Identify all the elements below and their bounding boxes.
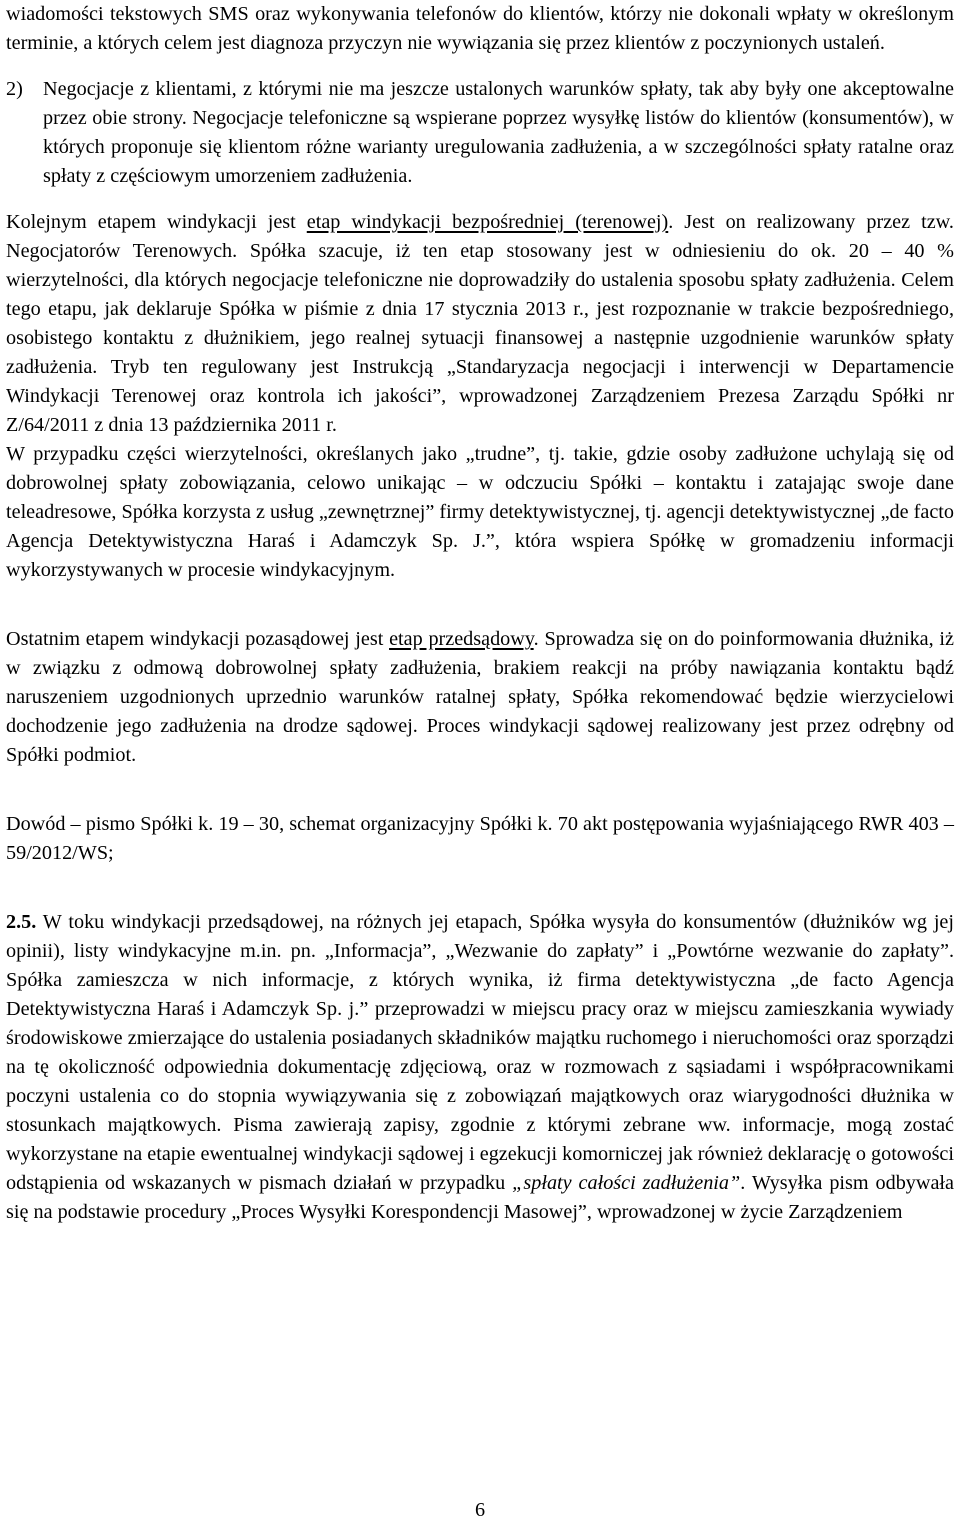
section-2-5-italic: „spłaty całości zadłużenia” <box>512 1172 741 1194</box>
przedsadowy-lead: Ostatnim etapem windykacji pozasądowej jest <box>6 628 390 650</box>
przedsadowy-body: . Sprowadza się on do poinformowania dłużnika, iż w związku z odmową dobrowolnej spłaty zadłużenia, brakiem reakcji na próby nawiązania kontaktu bądź naruszeniem uzgodnionych uprzednio warunków ratalnej spłaty, Spółka rekomendować będzie wierzycielowi dochodzenie jego zadłużenia na drodze sądowej. Proces windykacji sądowej realizowany jest przez odrębny od Spółki podmiot. <box>6 628 955 766</box>
list-item-text: Negocjacje z klientami, z którymi nie ma jeszcze ustalonych warunków spłaty, tak aby były one akceptowalne przez obie strony. Negocjacje telefoniczne są wspierane poprzez wysyłkę listów do klientów (konsumentów), w których proponuje się klientom różne warianty uregulowania zadłużenia, a w szczególności spłaty ratalne oraz spłaty z częściowym umorzeniem zadłużenia. <box>43 78 954 187</box>
list-item-2 <box>6 75 954 191</box>
section-2-5-body: W toku windykacji przedsądowej, na różnych jej etapach, Spółka wysyła do konsumentów (dłużników wg jej opinii), listy windykacyjne m.in. pn. „Informacja”, „Wezwanie do zapłaty” i „Powtórne wezwanie do zapłaty”. Spółka zamieszcza w nich informacje, z których wynika, iż firma detektywistyczna „de facto Agencja Detektywistyczna Haraś i Adamczyk Sp. j.” przeprowadzi w miejscu pracy oraz w miejscu zamieszkania wywiady środowiskowe zmierzające do ustalenia posiadanych składników majątku ruchomego i nieruchomości oraz sporządzi na tę okoliczność odpowiednia dokumentację zdjęciową, oraz w rozmowach z sąsiadami i współpracownikami poczyni ustalenia co do stopnia wywiązywania się z zobowiązań majątkowych oraz wiarygodności dłużnika w stosunkach majątkowych. Pisma zawierają zapisy, zgodnie z którymi zebrane ww. informacje, mogą zostać wykorzystane na etapie ewentualnej windykacji sądowej i egzekucji komorniczej jak również deklarację o gotowości odstąpienia od wskazanych w pismach działań w przypadku <box>6 911 954 1194</box>
przedsadowy-underlined: etap przedsądowy <box>389 628 534 650</box>
paragraph-przedsadowy <box>6 625 954 770</box>
paragraph-terenowy <box>6 208 954 440</box>
document-page <box>6 0 954 1227</box>
terenowy-underlined: etap windykacji bezpośredniej (terenowej) <box>306 211 669 233</box>
paragraph-section-2-5 <box>6 908 954 1227</box>
paragraph-intro: wiadomości tekstowych SMS oraz wykonywania telefonów do klientów, którzy nie dokonali wpłaty w określonym terminie, a których celem jest diagnoza przyczyn nie wywiązania się przez klientów z poczynionych ustaleń. <box>6 3 954 54</box>
page-number: 6 <box>474 1499 486 1521</box>
section-2-5-tail: . Wysyłka pism odbywała się na podstawie procedury „Proces Wysyłki Korespondencji Masowej”, wprowadzonej w życie Zarządzeniem <box>6 1172 954 1223</box>
terenowy-body: . Jest on realizowany przez tzw. Negocjatorów Terenowych. Spółka szacuje, iż ten etap stosowany jest w odniesieniu do ok. 20 – 40 % wierzytelności, dla których negocjacje telefoniczne nie doprowadziły do ustalenia sposobu spłaty zadłużenia. Celem tego etapu, jak deklaruje Spółka w piśmie z dnia 17 stycznia 2013 r., jest rozpoznanie w trakcie bezpośredniego, osobistego kontaktu z dłużnikiem, jego realnej sytuacji finansowej a następnie uzgodnienie warunków spłaty zadłużenia. Tryb ten regulowany jest Instrukcją „Standaryzacja negocjacji i interwencji w Departamencie Windykacji Terenowej oraz kontrola ich jakości”, wprowadzonej Zarządzeniem Prezesa Zarządu Spółki nr Z/64/2011 z dnia 13 października 2011 r. <box>6 211 954 436</box>
list-item-number: 2) <box>6 78 23 100</box>
paragraph-trudne: W przypadku części wierzytelności, określanych jako „trudne”, tj. takie, gdzie osoby zadłużone uchylają się od dobrowolnej spłaty zobowiązania, celowo unikając – w odczuciu Spółki – kontaktu i zatajając swoje dane teleadresowe, Spółka korzysta z usług „zewnętrznej” firmy detektywistycznej, tj. agencji detektywistycznej „de facto Agencja Detektywistyczna Haraś i Adamczyk Sp. J.”, która wspiera Spółkę w gromadzeniu informacji wykorzystywanych w procesie windykacyjnym. <box>6 443 954 581</box>
paragraph-dowod: Dowód – pismo Spółki k. 19 – 30, schemat organizacyjny Spółki k. 70 akt postępowania wyjaśniającego RWR 403 – 59/2012/WS; <box>6 813 954 864</box>
section-number: 2.5. <box>6 911 37 933</box>
terenowy-lead: Kolejnym etapem windykacji jest <box>6 211 307 233</box>
